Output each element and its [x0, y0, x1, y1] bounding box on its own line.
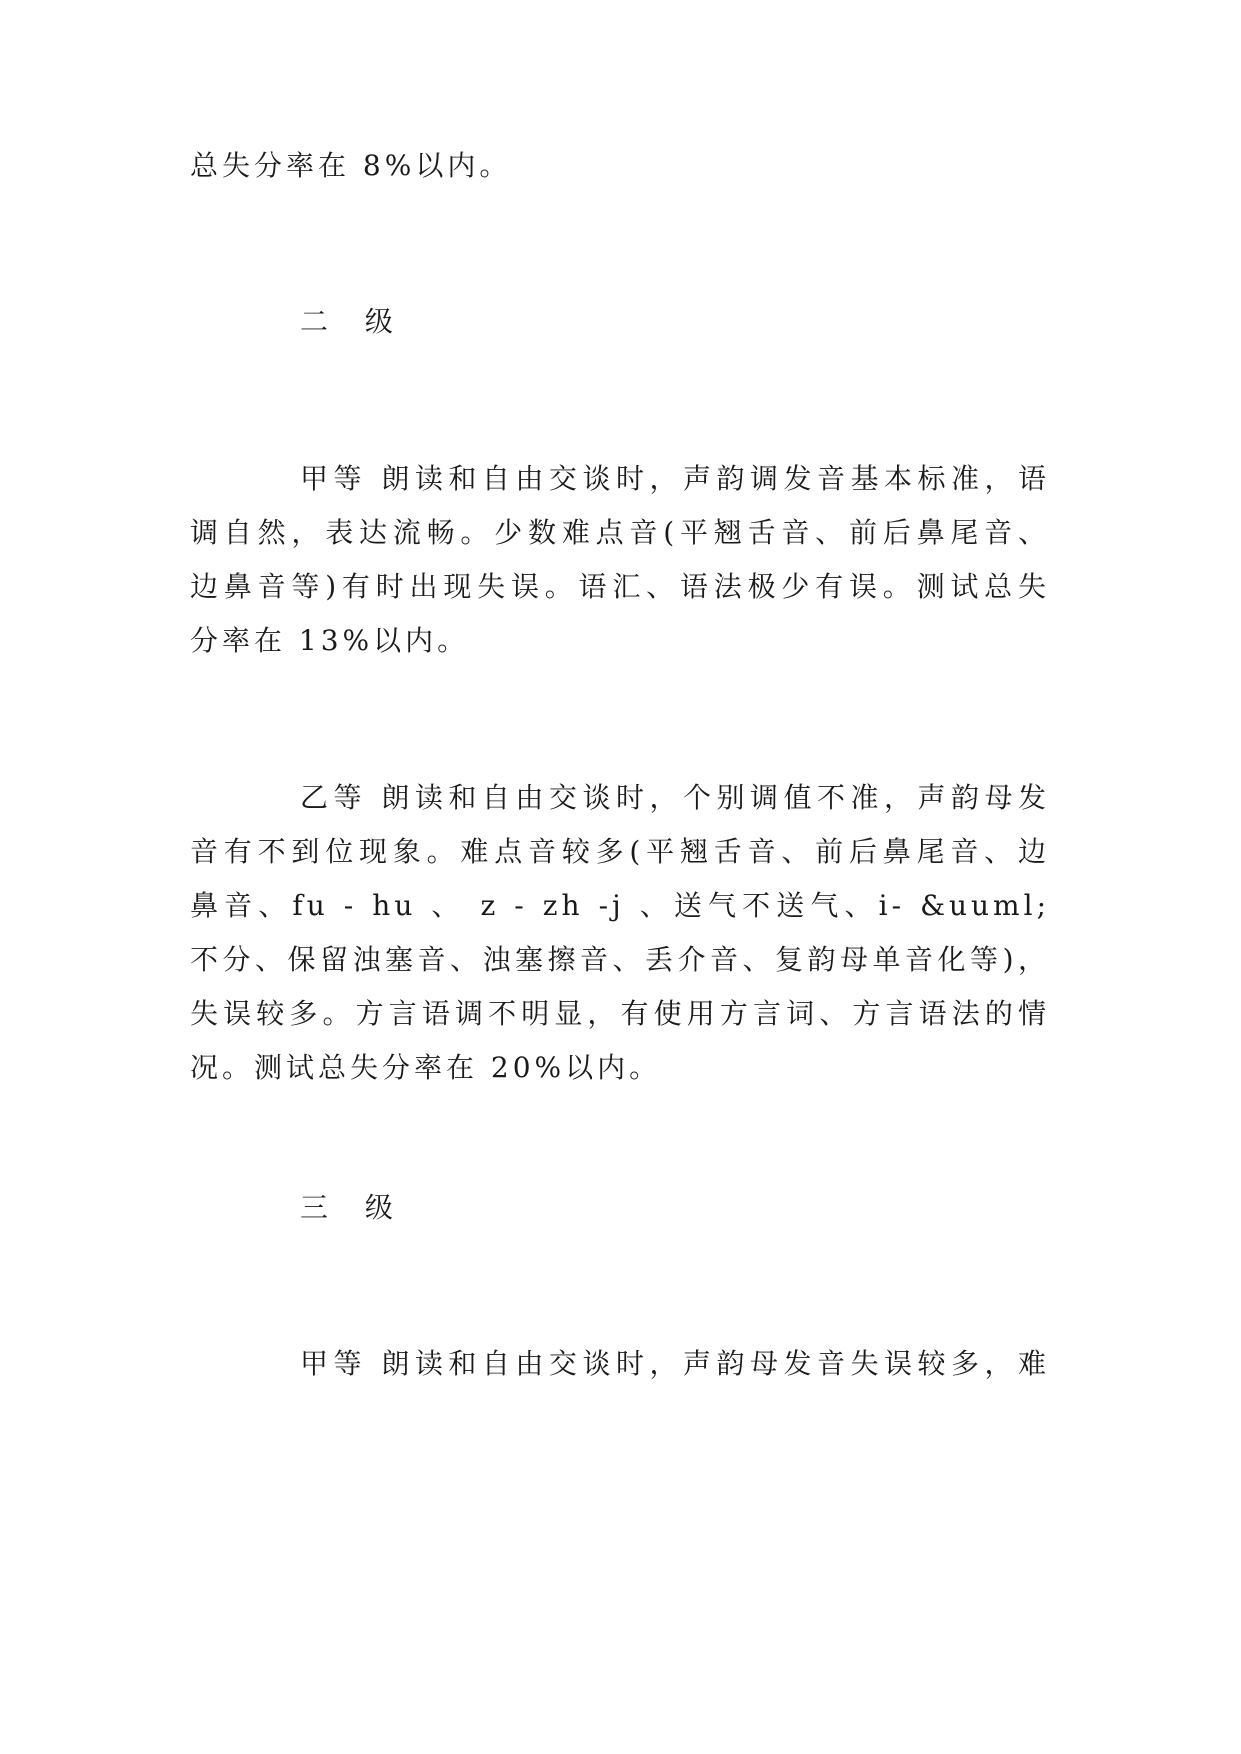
- section-heading-level-3: 三 级: [300, 1191, 407, 1224]
- paragraph-line: 甲等 朗读和自由交谈时，声韵调发音基本标准，语: [300, 462, 1050, 495]
- paragraph-line: 调自然，表达流畅。少数难点音(平翘舌音、前后鼻尾音、: [190, 516, 1050, 549]
- paragraph-line: 甲等 朗读和自由交谈时，声韵母发音失误较多，难: [300, 1347, 1050, 1380]
- paragraph-line: 鼻音、fu - hu 、 z - zh -j 、送气不送气、i- &uuml;: [190, 889, 1050, 922]
- paragraph-line: 边鼻音等)有时出现失误。语汇、语法极少有误。测试总失: [190, 570, 1050, 603]
- paragraph-line: 乙等 朗读和自由交谈时，个别调值不准，声韵母发: [300, 781, 1050, 814]
- paragraph-tail-line: 总失分率在 8%以内。: [190, 149, 512, 182]
- paragraph-line: 况。测试总失分率在 20%以内。: [190, 1051, 662, 1084]
- paragraph-line: 音有不到位现象。难点音较多(平翘舌音、前后鼻尾音、边: [190, 835, 1050, 868]
- section-heading-level-2: 二 级: [300, 305, 407, 338]
- paragraph-line: 失误较多。方言语调不明显，有使用方言词、方言语法的情: [190, 997, 1050, 1030]
- paragraph-line: 分率在 13%以内。: [190, 624, 470, 657]
- paragraph-line: 不分、保留浊塞音、浊塞擦音、丢介音、复韵母单音化等)，: [190, 943, 1050, 976]
